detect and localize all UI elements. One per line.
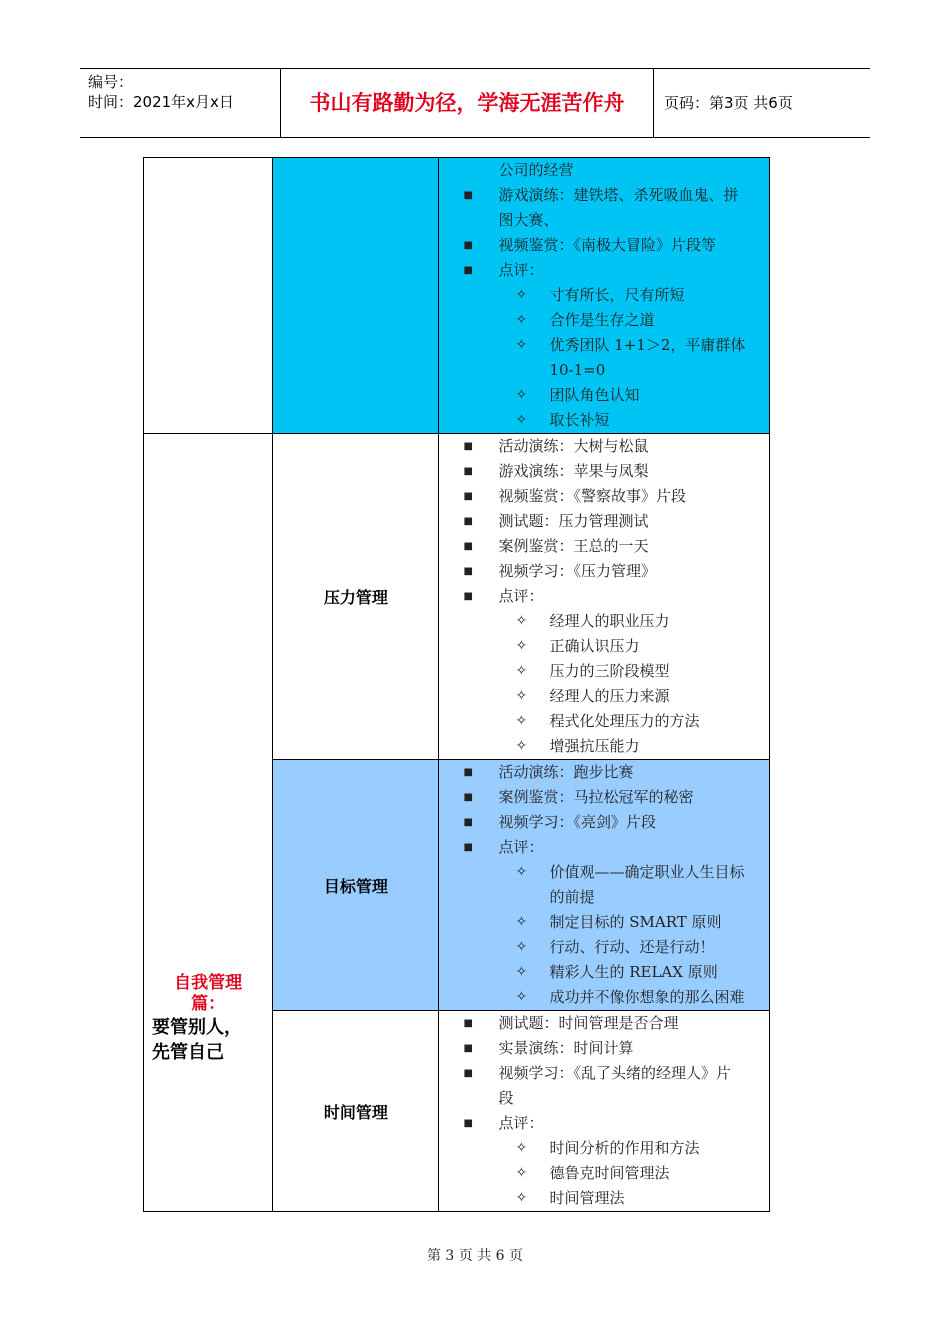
sub-item: ✧ 经理人的压力来源 <box>439 684 769 709</box>
number-label: 编号： <box>88 73 134 91</box>
sub-item: ✧ 程式化处理压力的方法 <box>439 709 769 734</box>
topic-time: 时间管理 <box>273 1011 439 1212</box>
page-footer: 第 3 页 共 6 页 <box>426 1248 524 1264</box>
page-header <box>80 68 870 138</box>
sub-item: ✧ 优秀团队 1+1＞2，平庸群体 <box>439 333 769 358</box>
category-subtitle: 要管别人， 先管自己 <box>152 1016 242 1063</box>
diamond-icon: ✧ <box>515 1140 528 1156</box>
content-cell <box>439 760 770 1011</box>
sub-item: ✧ 寸有所长，尺有所短 <box>439 283 769 308</box>
diamond-icon: ✧ <box>515 663 528 679</box>
bullet-icon: ■ <box>463 491 473 502</box>
bullet-icon: ■ <box>463 466 473 477</box>
sub-item: ✧ 取长补短 <box>439 408 769 433</box>
table-row <box>144 434 770 760</box>
diamond-icon: ✧ <box>515 638 528 654</box>
list-item: ■ 视频鉴赏：《警察故事》片段 <box>439 484 769 509</box>
sub-item: ✧ 价值观——确定职业人生目标 <box>439 860 769 885</box>
sub-item: ✧ 合作是生存之道 <box>439 308 769 333</box>
sub-item: ✧ 正确认识压力 <box>439 634 769 659</box>
content-cell <box>439 434 770 760</box>
sub-item: 的前提 <box>549 888 595 906</box>
diamond-icon: ✧ <box>515 713 528 729</box>
diamond-icon: ✧ <box>515 287 528 303</box>
list-item: ■ 视频学习：《亮剑》片段 <box>439 810 769 835</box>
list-item: ■ 测试题：时间管理是否合理 <box>439 1011 769 1036</box>
bullet-icon: ■ <box>463 1018 473 1029</box>
diamond-icon: ✧ <box>515 939 528 955</box>
sub-item: ✧ 德鲁克时间管理法 <box>439 1161 769 1186</box>
diamond-icon: ✧ <box>515 387 528 403</box>
sub-item: ✧ 时间分析的作用和方法 <box>439 1136 769 1161</box>
sub-item: ✧ 精彩人生的 RELAX 原则 <box>439 960 769 985</box>
sub-item: ✧ 行动、行动、还是行动！ <box>439 935 769 960</box>
sub-item: 10-1=0 <box>549 361 606 379</box>
bullet-icon: ■ <box>463 1068 473 1079</box>
sub-item: ✧ 经理人的职业压力 <box>439 609 769 634</box>
list-item: ■ 游戏演练：苹果与凤梨 <box>439 459 769 484</box>
list-item: ■ 点评： <box>439 584 769 609</box>
list-item: ■ 视频学习：《乱了头绪的经理人》片 <box>439 1061 769 1086</box>
content-cell <box>439 158 770 434</box>
category-cell-empty <box>144 158 273 434</box>
bullet-icon: ■ <box>463 441 473 452</box>
sub-item: ✧ 时间管理法 <box>439 1186 769 1211</box>
bullet-icon: ■ <box>463 566 473 577</box>
time-label: 时间：2021年x月x日 <box>88 93 234 111</box>
sub-item: ✧ 制定目标的 SMART 原则 <box>439 910 769 935</box>
sub-item: ✧ 成功并不像你想象的那么困难 <box>439 985 769 1010</box>
bullet-icon: ■ <box>463 190 473 201</box>
sub-item: ✧ 增强抗压能力 <box>439 734 769 759</box>
bullet-icon: ■ <box>463 265 473 276</box>
list-item: ■ 点评： <box>439 258 769 283</box>
diamond-icon: ✧ <box>515 914 528 930</box>
diamond-icon: ✧ <box>515 312 528 328</box>
list-item: 图大赛、 <box>498 211 559 229</box>
diamond-icon: ✧ <box>515 989 528 1005</box>
content-cell <box>439 1011 770 1212</box>
bullet-icon: ■ <box>463 817 473 828</box>
list-item: ■ 视频学习：《压力管理》 <box>439 559 769 584</box>
topic-pressure: 压力管理 <box>273 434 439 760</box>
list-item: ■ 实景演练：时间计算 <box>439 1036 769 1061</box>
list-item: 段 <box>498 1089 514 1107</box>
table-row <box>144 158 770 434</box>
diamond-icon: ✧ <box>515 613 528 629</box>
diamond-icon: ✧ <box>515 1190 528 1206</box>
header-meta <box>80 69 281 137</box>
bullet-icon: ■ <box>463 792 473 803</box>
header-page-label: 页码：第3页 共6页 <box>664 94 793 112</box>
sub-item: ✧ 压力的三阶段模型 <box>439 659 769 684</box>
list-item: ■ 视频鉴赏：《南极大冒险》片段等 <box>439 233 769 258</box>
list-item: ■ 案例鉴赏：马拉松冠军的秘密 <box>439 785 769 810</box>
list-item: ■ 点评： <box>439 835 769 860</box>
bullet-icon: ■ <box>463 541 473 552</box>
bullet-icon: ■ <box>463 240 473 251</box>
diamond-icon: ✧ <box>515 337 528 353</box>
bullet-icon: ■ <box>463 1043 473 1054</box>
course-table <box>143 157 770 1212</box>
list-item: ■ 活动演练：大树与松鼠 <box>439 434 769 459</box>
sub-item: ✧ 团队角色认知 <box>439 383 769 408</box>
bullet-icon: ■ <box>463 591 473 602</box>
diamond-icon: ✧ <box>515 688 528 704</box>
bullet-icon: ■ <box>463 767 473 778</box>
category-title: 自我管理 篇： <box>174 972 243 1014</box>
topic-cell-empty <box>273 158 439 434</box>
topic-goal: 目标管理 <box>273 760 439 1011</box>
diamond-icon: ✧ <box>515 864 528 880</box>
diamond-icon: ✧ <box>515 964 528 980</box>
diamond-icon: ✧ <box>515 1165 528 1181</box>
list-item: ■ 点评： <box>439 1111 769 1136</box>
list-item: ■ 活动演练：跑步比赛 <box>439 760 769 785</box>
header-motto: 书山有路勤为径，学海无涯苦作舟 <box>281 69 654 137</box>
list-item: ■ 游戏演练：建铁塔、杀死吸血鬼、拼 <box>439 183 769 208</box>
list-item: ■ 案例鉴赏：王总的一天 <box>439 534 769 559</box>
bullet-icon: ■ <box>463 842 473 853</box>
diamond-icon: ✧ <box>515 412 528 428</box>
list-item: 公司的经营 <box>498 161 574 179</box>
category-cell <box>144 434 273 1212</box>
bullet-icon: ■ <box>463 1118 473 1129</box>
bullet-icon: ■ <box>463 516 473 527</box>
list-item: ■ 测试题：压力管理测试 <box>439 509 769 534</box>
diamond-icon: ✧ <box>515 738 528 754</box>
